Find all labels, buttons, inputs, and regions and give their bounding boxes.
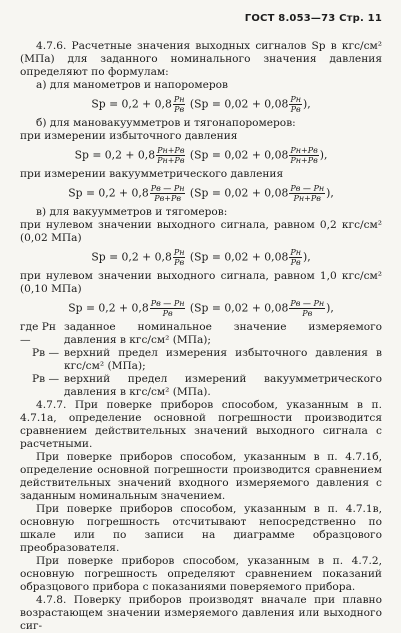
- formula-2: [20, 146, 382, 165]
- formula-2-mid: (Sр = 0,02 + 0,08: [186, 148, 289, 162]
- item-v-sub-1: при нулевом значении выходного сигнала, равном 0,2 кгс/см² (0,02 МПа): [20, 219, 382, 244]
- formula-5-mid: (Sр = 0,02 + 0,08: [186, 301, 289, 315]
- formula-2-lead: Sр = 0,2 + 0,8: [74, 148, 156, 162]
- formula-3-denominator-2: Pн+Pв: [293, 194, 321, 203]
- paragraph-method-v: При поверке приборов способом, указанным в п. 4.7.1в, основную погрешность отсчитывают непосредственно по шкале или по записи на диаграмме образцового преобразователя.: [20, 503, 382, 554]
- paragraph-method-4-7-2: При поверке приборов способом, указанным в п. 4.7.2, основную погрешность определяют сравнением показаний образцового прибора с показаниями поверяемого прибора.: [20, 555, 382, 593]
- document-body: [20, 40, 382, 633]
- formula-4-fraction: [173, 248, 186, 267]
- formula-1-lead: Sр = 0,2 + 0,8: [91, 97, 172, 111]
- definitions-list: [20, 321, 382, 399]
- definition-description: верхний предел измерения избыточного давления в кгс/см² (МПа);: [64, 347, 382, 372]
- item-b-label: б) для мановакуумметров и тягонапоромеров:: [36, 117, 296, 129]
- formula-3-lead: Sр = 0,2 + 0,8: [68, 186, 149, 200]
- paragraph-4-7-8: 4.7.8. Поверку приборов производят вначале при плавно возрастающем значении измеряемого давления или выходного сиг-: [20, 594, 382, 632]
- formula-5-denominator-2: Pв: [302, 309, 313, 318]
- formula-1-denominator: Pв: [174, 105, 185, 114]
- definition-term: Pв —: [32, 373, 60, 385]
- formula-5-tail: ),: [326, 301, 334, 315]
- formula-4-numerator-2: Pн: [290, 248, 301, 257]
- formula-3-numerator: Pв — Pн: [150, 184, 185, 193]
- formula-4-denominator-2: Pв: [290, 258, 301, 267]
- formula-1-mid: (Sр = 0,02 + 0,08: [186, 97, 289, 111]
- paragraph-4-7-6: 4.7.6. Расчетные значения выходных сигналов Sр в кгс/см² (МПа) для заданного номинального значения давления определяют по формулам:: [20, 40, 382, 78]
- definition-description: заданное номинальное значение измеряемого давления в кгс/см² (МПа);: [64, 321, 382, 346]
- formula-5-fraction-2: [289, 299, 325, 318]
- definition-term: где Pн —: [20, 321, 56, 346]
- formula-4-fraction-2: [289, 248, 302, 267]
- item-a-label: а) для манометров и напоромеров: [36, 79, 229, 91]
- document-page: [20, 0, 382, 633]
- formula-4-mid: (Sр = 0,02 + 0,08: [186, 250, 289, 264]
- item-v-label: в) для вакуумметров и тягомеров:: [36, 206, 228, 218]
- item-v-sub-2: при нулевом значении выходного сигнала, равном 1,0 кгс/см² (0,10 МПа): [20, 270, 382, 295]
- definition-description: верхний предел измерений вакуумметрического давления в кгс/см² (МПа).: [64, 373, 382, 398]
- formula-1-fraction: [173, 95, 186, 114]
- formula-4-tail: ),: [303, 250, 311, 264]
- formula-4: [20, 248, 382, 267]
- formula-2-numerator: Pн+Pв: [157, 146, 185, 155]
- formula-3-denominator: Pв+Pв: [154, 194, 181, 203]
- formula-5-fraction: [150, 299, 186, 318]
- item-b-sub-2: при измерении вакуумметрического давления: [20, 168, 284, 180]
- formula-3-fraction-2: [289, 184, 325, 203]
- formula-5-lead: Sр = 0,2 + 0,8: [68, 301, 149, 315]
- formula-2-tail: ),: [319, 148, 328, 162]
- formula-1-numerator: Pн: [173, 95, 185, 104]
- formula-2-denominator-2: Pн+Pв: [290, 156, 318, 165]
- formula-3-mid: (Sр = 0,02 + 0,08: [186, 186, 289, 200]
- formula-1: [20, 95, 382, 114]
- paragraph-4-7-7: 4.7.7. При поверке приборов способом, указанным в п. 4.7.1а, определение основной погрешности производится сравнением действительных значений выходного сигнала с расчетными.: [20, 399, 382, 450]
- formula-2-denominator: Pн+Pв: [157, 156, 185, 165]
- formula-4-numerator: Pн: [173, 248, 185, 257]
- formula-2-fraction: [156, 146, 185, 165]
- page-header: ГОСТ 8.053—73 Стр. 11: [244, 13, 382, 24]
- definition-row: [20, 321, 382, 347]
- formula-5: [20, 299, 382, 318]
- formula-1-fraction-2: [289, 95, 302, 114]
- item-b-sub-1: при измерении избыточного давления: [20, 130, 238, 142]
- formula-3-fraction: [150, 184, 186, 203]
- definition-term: Pв —: [32, 347, 60, 359]
- formula-2-numerator-2: Pн+Pв: [290, 146, 318, 155]
- formula-3-tail: ),: [326, 186, 334, 200]
- formula-5-numerator-2: Pв — Pн: [290, 299, 325, 308]
- definition-row: [20, 373, 382, 399]
- definition-row: [20, 347, 382, 373]
- formula-1-tail: ),: [303, 97, 311, 111]
- paragraph-method-b: При поверке приборов способом, указанным в п. 4.7.1б, определение основной погрешности производится сравнением действительных значений входного измеряемого давления с заданным номинальным значением.: [20, 451, 382, 502]
- formula-4-denominator: Pв: [174, 258, 185, 267]
- formula-3-numerator-2: Pв — Pн: [290, 184, 325, 193]
- formula-1-numerator-2: Pн: [290, 95, 301, 104]
- formula-3: [20, 184, 382, 203]
- formula-1-denominator-2: Pв: [290, 105, 301, 114]
- formula-5-numerator: Pв — Pн: [150, 299, 185, 308]
- formula-5-denominator: Pв: [162, 309, 173, 318]
- formula-2-fraction-2: [289, 146, 318, 165]
- formula-4-lead: Sр = 0,2 + 0,8: [91, 250, 172, 264]
